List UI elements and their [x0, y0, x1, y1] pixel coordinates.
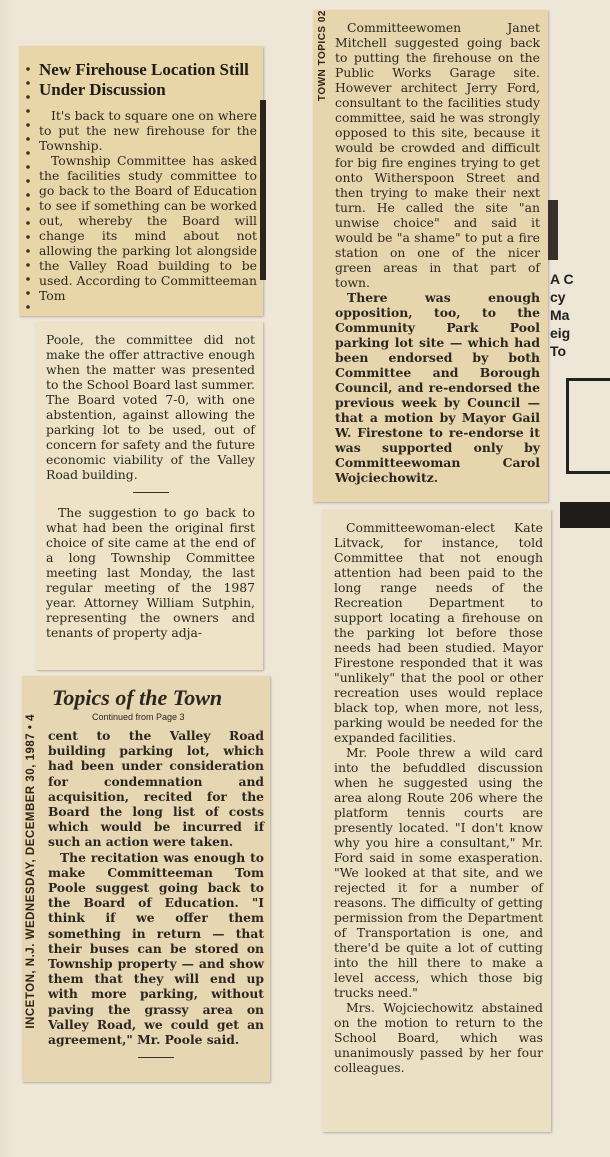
- dotted-border: [24, 62, 32, 312]
- article-paragraph: Poole, the committee did not make the offer attractive enough when the matter was presented to the School Board last summer. The Board voted 7-0, with one abstention, against allowing the parking lot to be used, out of concern for safety and the future economic viability of the Valley Road building.: [46, 332, 255, 482]
- partial-clipping: [550, 270, 610, 530]
- article-paragraph: It's back to square one on where to put the new firehouse for the Township.: [39, 108, 257, 153]
- partial-line: A C: [550, 271, 574, 287]
- article-paragraph: Committeewomen Janet Mitchell suggested going back to putting the firehouse on the Public Works Garage site. However architect Jerry Ford, consultant to the facilities study committee, said he was strongly opposed to this site, because it would be crowded and difficult for big fire engines trying to get onto Witherspoon Street and then trying to make their next turn. He called the site "an unwise choice" and said it would be "a shame" to put a fire station on one of the nicer green areas in that part of town.: [335, 20, 540, 290]
- column-title: Topics of the Town: [52, 685, 223, 710]
- partial-black-block: [560, 502, 610, 528]
- partial-line: To: [550, 343, 567, 359]
- article-paragraph: Mr. Poole threw a wild card into the befuddled discussion when he suggested using the area along Route 206 where the platform tennis courts are presently located. "I don't know why you hire a consultant," Mr. Ford said in some exasperation. "We looked at that site, and we rejected it for a number of reasons. The difficulty of getting permission from the Department of Transportation is one, and there'd be quite a lot of cutting into the hill there to make a level access, which those big trucks need.": [334, 745, 543, 1000]
- article-paragraph: Township Committee has asked the facilities study committee to go back to the Board of Education to see if something can be worked out, whereby the Board will change its mind about not allowing the parking lot alongside the Valley Road building to be used. According to Committeeman Tom: [39, 153, 257, 303]
- article-paragraph: Mrs. Wojciechowitz abstained on the motion to return to the School Board, which was unanimously passed by her four colleagues.: [334, 1000, 543, 1075]
- article-paragraph: Committeewoman-elect Kate Litvack, for instance, told Committee that not enough attention had been paid to the long range needs of the Recreation Department to support locating a firehouse on the parking lot before those needs had been studied. Mayor Firestone responded that it was "unlikely" that the pool or other recreation uses would replace black top, when more, not less, parking would be needed for the expanded facilities.: [334, 520, 543, 745]
- newspaper-label: TOWN TOPICS 02: [317, 10, 328, 102]
- article-paragraph: The suggestion to go back to what had been the original first choice of site came at the end of a long Township Committee meeting last Monday, the last regular meeting of the 1987 year. Attorney William Sutphin, representing the owners and tenants of property adja-: [46, 505, 255, 640]
- clipping-right-top: [313, 10, 548, 502]
- partial-line: eig: [550, 325, 571, 341]
- partial-line: Ma: [550, 307, 570, 323]
- clipping-right-bottom: [322, 510, 551, 1132]
- section-divider: [138, 1057, 174, 1058]
- newspaper-dateline: INCETON, N.J. WEDNESDAY, DECEMBER 30, 1987 • 4: [25, 714, 37, 1029]
- article-paragraph: cent to the Valley Road building parking lot, which had been under consideration for condemnation and acquisition, recited for the Board the long list of costs which would be incurred if such an action were taken.: [48, 728, 264, 850]
- shadow-edge: [260, 100, 266, 280]
- article-headline: New Firehouse Location Still Under Discussion: [39, 60, 249, 99]
- section-divider: [133, 492, 169, 493]
- continued-note: Continued from Page 3: [92, 712, 185, 722]
- article-paragraph: There was enough opposition, too, to the Community Park Pool parking lot site — which had been endorsed by both Committee and Borough Council, and re-endorsed the previous week by Council — that a motion by Mayor Gail W. Firestone to re-endorse it was supported only by Committeewoman Carol Wojciechowitz.: [335, 290, 540, 485]
- article-paragraph: The recitation was enough to make Committeeman Tom Poole suggest going back to the Board of Education. "I think if we offer them something in return — that their buses can be stored on Township property — and show them that they will end up with more parking, without paving the grassy area on Valley Road, we could get an agreement," Mr. Poole said.: [48, 849, 264, 1048]
- clipping-continuation: [36, 322, 263, 670]
- shadow-edge: [548, 200, 558, 260]
- partial-frame: [566, 378, 610, 474]
- clipping-headline: [19, 46, 263, 316]
- clipping-topics-of-the-town: [22, 676, 270, 1082]
- partial-line: cy: [550, 289, 566, 305]
